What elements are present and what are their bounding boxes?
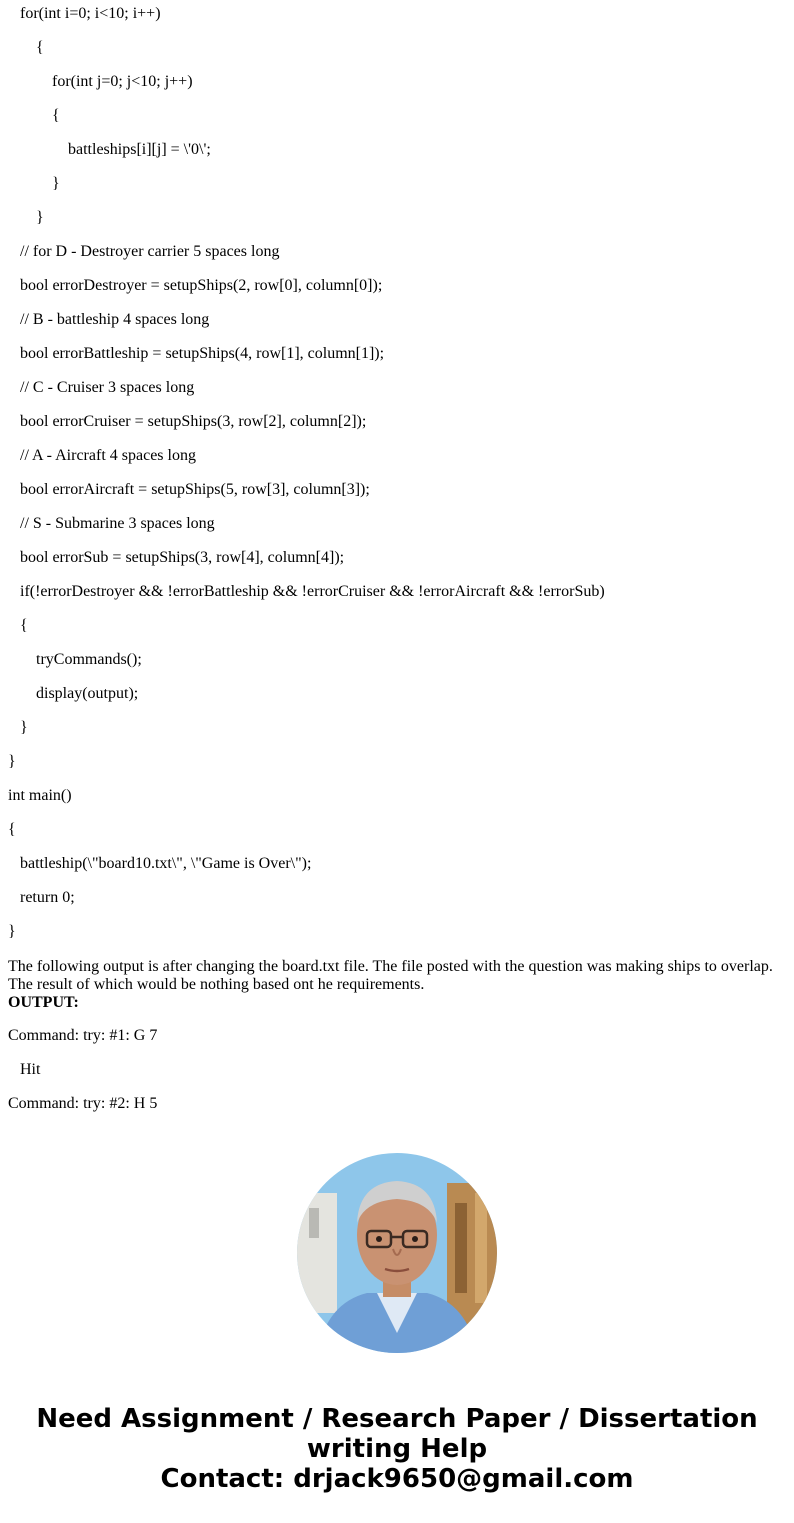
output-line: Command: try: #2: H 5 xyxy=(8,1095,158,1112)
code-comment: // B - battleship 4 spaces long xyxy=(8,311,210,328)
code-line: } xyxy=(8,753,16,770)
author-avatar xyxy=(297,1153,497,1353)
output-label: OUTPUT: xyxy=(8,994,79,1011)
code-comment: // A - Aircraft 4 spaces long xyxy=(8,447,196,464)
explanation-paragraph: The following output is after changing the board.txt file. The file posted with the question was making ships to overlap. The result of which would be nothing based ont he requirements. xyxy=(8,958,773,993)
code-line: if(!errorDestroyer && !errorBattleship && !errorCruiser && !errorAircraft && !errorSub) xyxy=(8,583,605,600)
code-comment: // C - Cruiser 3 spaces long xyxy=(8,379,195,396)
code-line: bool errorAircraft = setupShips(5, row[3], column[3]); xyxy=(8,481,370,498)
code-line: } xyxy=(8,923,16,940)
code-line: bool errorCruiser = setupShips(3, row[2], column[2]); xyxy=(8,413,367,430)
code-line: { xyxy=(8,107,60,124)
code-line: } xyxy=(8,209,44,226)
code-line: } xyxy=(8,175,60,192)
code-line: { xyxy=(8,617,28,634)
code-line: battleships[i][j] = \'0\'; xyxy=(8,141,211,158)
code-comment: // S - Submarine 3 spaces long xyxy=(8,515,215,532)
code-line: battleship(\"board10.txt\", \"Game is Over\"); xyxy=(8,855,312,872)
code-line: } xyxy=(8,719,28,736)
code-line: int main() xyxy=(8,787,72,804)
banner-line-2: writing Help xyxy=(306,1434,488,1464)
code-line: tryCommands(); xyxy=(8,651,142,668)
banner-line-1: Need Assignment / Research Paper / Dissertation xyxy=(36,1404,758,1434)
output-line: Hit xyxy=(8,1061,41,1078)
code-line: { xyxy=(8,821,16,838)
code-line: bool errorDestroyer = setupShips(2, row[0], column[0]); xyxy=(8,277,383,294)
contact-email: Contact: drjack9650@gmail.com xyxy=(160,1464,634,1494)
code-comment: // for D - Destroyer carrier 5 spaces long xyxy=(8,243,280,260)
code-line: bool errorSub = setupShips(3, row[4], column[4]); xyxy=(8,549,345,566)
code-line: return 0; xyxy=(8,889,75,906)
code-line: for(int j=0; j<10; j++) xyxy=(8,73,193,90)
code-line: bool errorBattleship = setupShips(4, row[1], column[1]); xyxy=(8,345,385,362)
code-line: { xyxy=(8,39,44,56)
code-line: display(output); xyxy=(8,685,139,702)
code-line: for(int i=0; i<10; i++) xyxy=(8,5,161,22)
output-line: Command: try: #1: G 7 xyxy=(8,1027,158,1044)
